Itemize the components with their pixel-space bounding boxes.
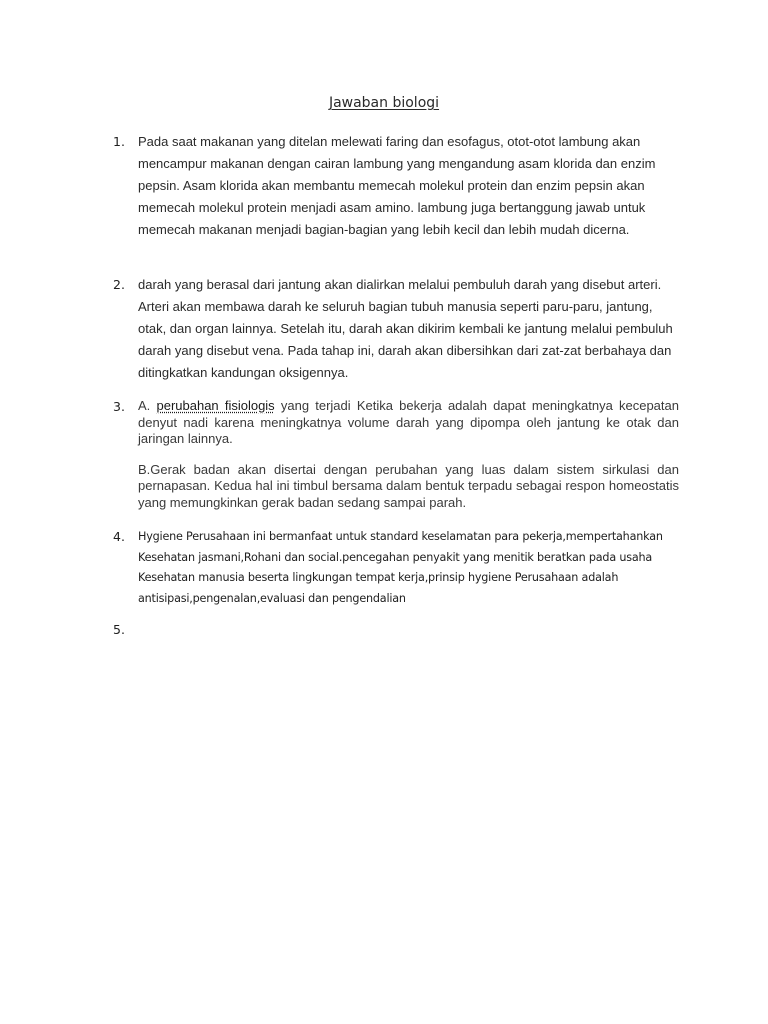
page-title-text: Jawaban biologi [328, 95, 440, 111]
item-number: 4. [113, 529, 125, 544]
answer-part-a [138, 398, 679, 448]
item-number: 2. [113, 277, 125, 292]
answer-text: Hygiene Perusahaan ini bermanfaat untuk standard keselamatan para pekerja,mempertahankan Kesehatan jasmani,Rohani dan social.pencegahan penyakit yang menitik beratkan pada usaha Kesehatan manusia beserta lingkungan tempat kerja,prinsip hygiene Perusahaan adalah antisipasi,pengenalan,evaluasi dan pengendalian [138, 530, 663, 605]
item-body [138, 131, 679, 241]
part-a-prefix: A. [138, 398, 151, 413]
page-title [0, 95, 768, 111]
item-body [138, 527, 679, 609]
answer-text: darah yang berasal dari jantung akan dialirkan melalui pembuluh darah yang disebut arteri. Arteri akan membawa darah ke seluruh bagian tubuh manusia seperti paru-paru, jantung, otak, dan organ lainnya. Setelah itu, darah akan dikirim kembali ke jantung melalui pembuluh darah yang disebut vena. Pada tahap ini, darah akan dibersihkan dari zat-zat berbahaya dan ditingkatkan kandungan oksigennya. [138, 277, 673, 380]
answer-text: Pada saat makanan yang ditelan melewati faring dan esofagus, otot-otot lambung akan mencampur makanan dengan cairan lambung yang mengandung asam klorida dan enzim pepsin. Asam klorida akan membantu memecah molekul protein dan enzim pepsin akan memecah molekul protein menjadi asam amino. lambung juga bertanggung jawab untuk memecah makanan menjadi bagian-bagian yang lebih kecil dan lebih mudah dicerna. [138, 134, 656, 237]
item-number: 5. [113, 622, 125, 637]
item-number: 3. [113, 399, 125, 414]
part-a-text: yang terjadi Ketika bekerja adalah dapat meningkatnya kecepatan denyut nadi karena meningkatnya volume darah yang dipompa oleh jantung ke otak dan jaringan lainnya. [138, 398, 679, 446]
answer-part-b: B.Gerak badan akan disertai dengan perubahan yang luas dalam sistem sirkulasi dan pernapasan. Kedua hal ini timbul bersama dalam bentuk terpadu sebagai respon homeostatis yang memungkinkan gerak badan sedang sampai parah. [138, 461, 679, 510]
item-body [138, 398, 679, 511]
term-link[interactable]: perubahan fisiologis [156, 398, 275, 413]
item-number: 1. [113, 134, 125, 149]
item-body [138, 274, 679, 384]
